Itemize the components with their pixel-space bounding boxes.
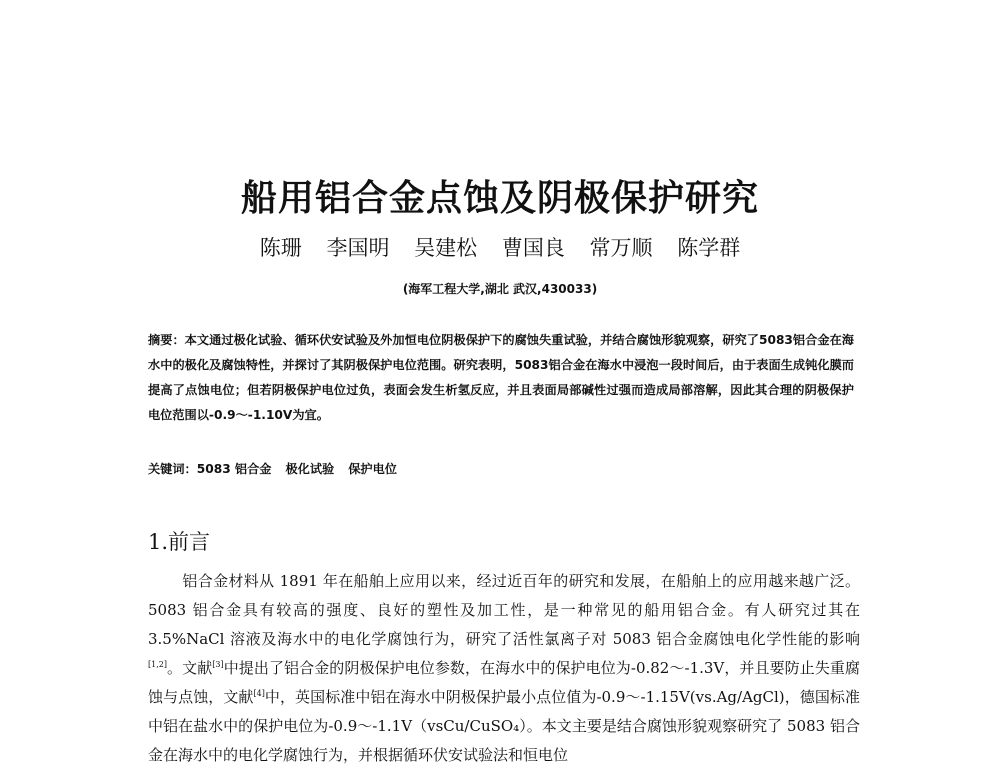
affiliation: (海军工程大学,湖北 武汉,430033)	[402, 282, 598, 296]
keyword: 5083 铝合金	[196, 462, 272, 476]
author: 曹国良	[501, 236, 565, 260]
abstract: 摘要：本文通过极化试验、循环伏安试验及外加恒电位阴极保护下的腐蚀失重试验，并结合腐蚀形貌观察，研究了5083铝合金在海水中的极化及腐蚀特性，并探讨了其阴极保护电位范围。研究表明，5083铝合金在海水中浸泡一段时间后，由于表面生成钝化膜而提高了点蚀电位；但若阴极保护电位过负，表面会发生析氢反应，并且表面局部碱性过强而造成局部溶解，因此其合理的阴极保护电位范围以-0.9～-1.10V为宜。	[148, 333, 854, 422]
body-text: 。文献	[166, 659, 213, 677]
citation: [1,2]	[148, 660, 167, 669]
author: 陈珊	[259, 236, 302, 260]
keyword: 保护电位	[348, 462, 397, 476]
keywords	[148, 460, 411, 477]
body-text: 中，英国标准中铝在海水中阴极保护最小点位值为-0.9～-1.15V(vs.Ag/AgCl)，德国标准中铝在盐水中的保护电位为-0.9～-1.1V（vsCu/CuSO₄）。本文主要是结合腐蚀形貌观察研究了 5083 铝合金在海水中的电化学腐蚀行为，并根据循环伏安试验法和恒电位	[148, 688, 860, 764]
keyword: 极化试验	[285, 462, 335, 476]
body-paragraph	[148, 567, 860, 770]
body-text: 铝合金材料从 1891 年在船舶上应用以来，经过近百年的研究和发展，在船舶上的应用越来越广泛。5083 铝合金具有较高的强度、良好的塑性及加工性，是一种常见的船用铝合金。有人研究过其在 3.5%NaCl 溶液及海水中的电化学腐蚀行为，研究了活性氯离子对 5083 铝合金腐蚀电化学性能的影响	[148, 572, 860, 648]
citation: [3]	[212, 660, 224, 669]
citation: [4]	[253, 689, 265, 698]
author: 常万顺	[589, 236, 653, 260]
author: 吴建松	[414, 236, 478, 260]
section-heading: 1.前言	[148, 530, 211, 554]
paper-title: 船用铝合金点蚀及阴极保护研究	[240, 178, 759, 219]
body-text: 中提出了铝合金的阴极保护电位参数，在海水中的保护电位为-0.82～-1.3V，并且要防止失重腐蚀与点蚀，文献	[148, 659, 860, 706]
author-list	[0, 232, 1000, 262]
keywords-label: 关键词：	[148, 462, 197, 476]
author: 李国明	[326, 236, 390, 260]
author: 陈学群	[677, 236, 741, 260]
